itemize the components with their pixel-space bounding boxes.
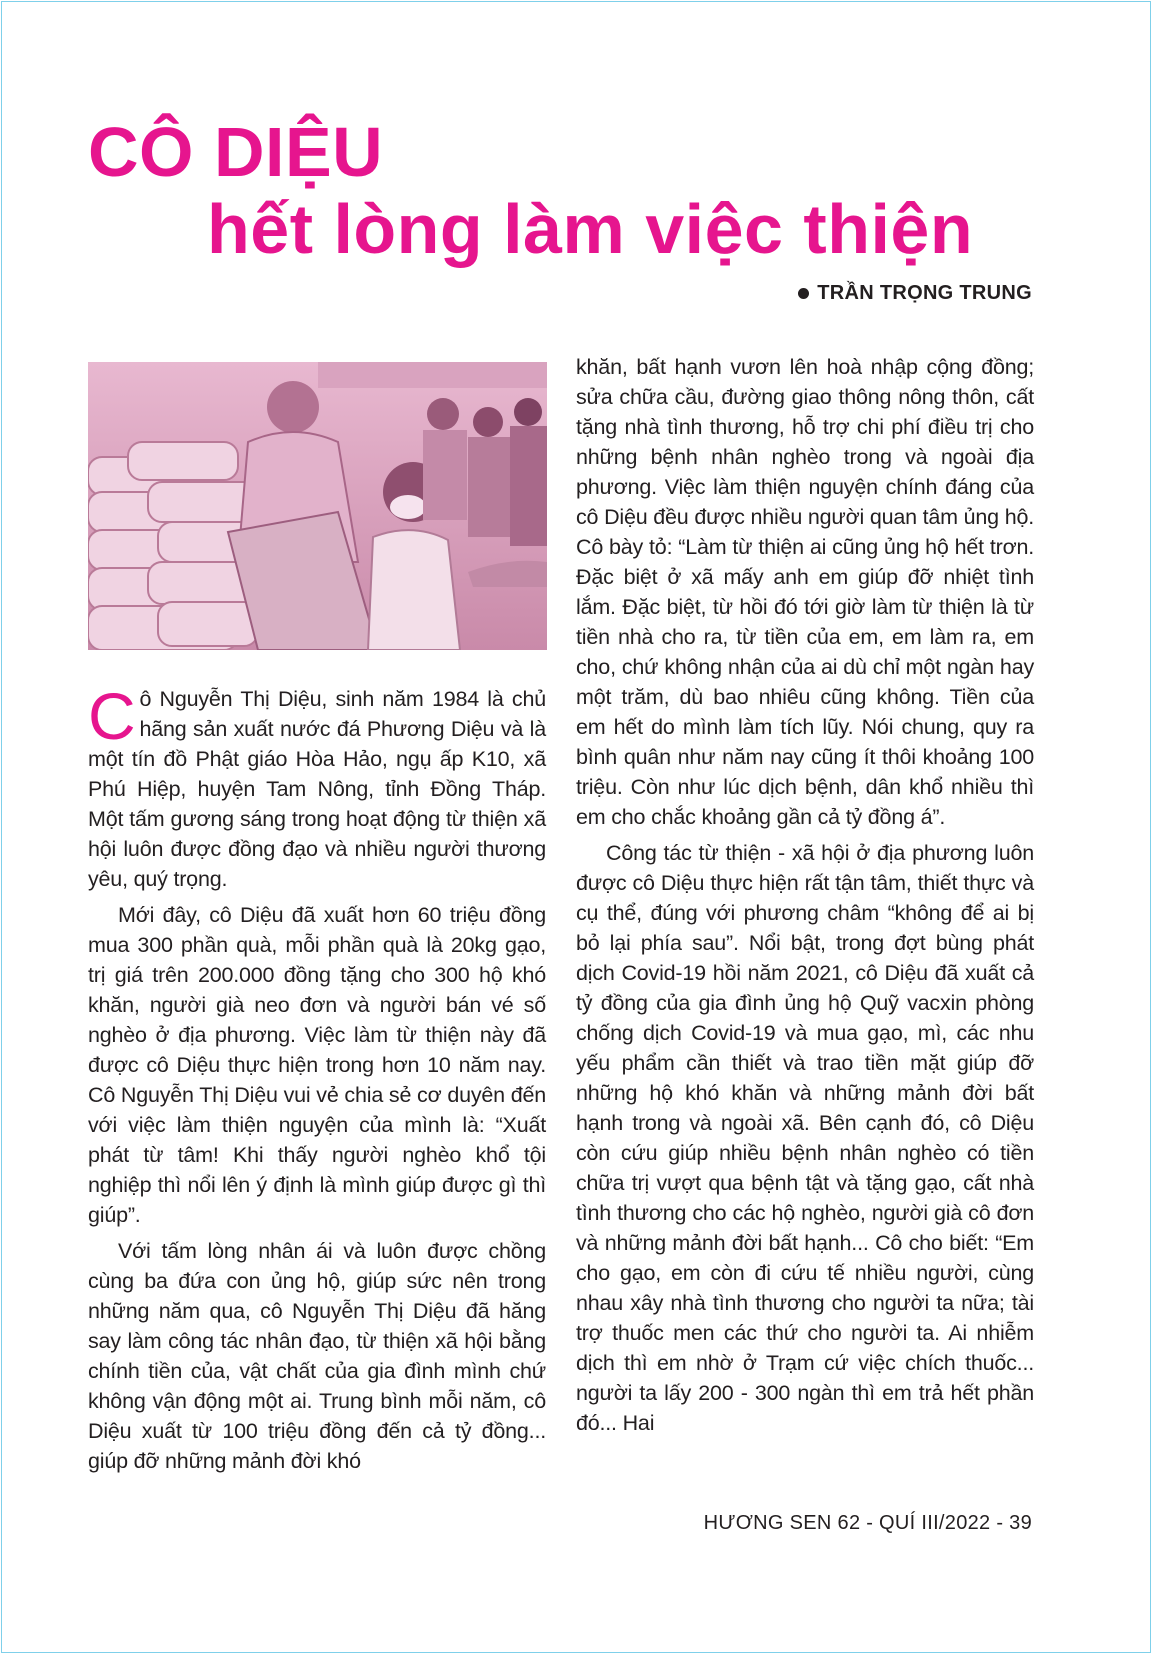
paragraph-3-continued: khăn, bất hạnh vươn lên hoà nhập cộng đồng; sửa chữa cầu, đường giao thông nông thôn, cất tặng nhà tình thương, hỗ trợ chi phí điều trị cho những bệnh nhân nghèo trong và ngoài địa phương. Việc làm thiện nguyện chính đáng của cô Diệu đều được nhiều người quan tâm ủng hộ. Cô bày tỏ: “Làm từ thiện ai cũng ủng hộ hết trơn. Đặc biệt ở xã mấy anh em giúp đỡ nhiệt tình lắm. Đặc biệt, từ hồi đó tới giờ làm từ thiện là từ tiền nhà cho ra, từ tiền của em, em làm ra, em cho, chứ không nhận của ai dù chỉ một ngàn hay một trăm, dù bao nhiêu cũng không. Tiền của em hết do mình làm tích lũy. Nói chung, quy ra bình quân như năm nay cũng ít thôi khoảng 100 triệu. Còn như lúc dịch bệnh, dân khổ nhiều thì em cho chắc khoảng gần cả tỷ đồng á”. bbox=[576, 355, 1034, 829]
article-column-left bbox=[88, 679, 546, 1482]
page-footer: HƯƠNG SEN 62 - QUÍ III/2022 - 39 bbox=[703, 1512, 1032, 1534]
byline bbox=[798, 282, 1032, 305]
article-photo bbox=[88, 362, 547, 650]
author-name: TRẦN TRỌNG TRUNG bbox=[817, 282, 1032, 304]
drop-cap: C bbox=[88, 679, 136, 753]
paragraph-3: Với tấm lòng nhân ái và luôn được chồng cùng ba đứa con ủng hộ, giúp sức nên trong những năm qua, cô Nguyễn Thị Diệu đã hăng say làm công tác nhân đạo, từ thiện xã hội bằng chính tiền của, vật chất của gia đình mình chứ không vận động một ai. Trung bình mỗi năm, cô Diệu xuất từ 100 triệu đồng đến cả tỷ đồng... giúp đỡ những mảnh đời khó bbox=[88, 1239, 546, 1473]
paragraph-4: Công tác từ thiện - xã hội ở địa phương luôn được cô Diệu thực hiện rất tận tâm, thiết thực và cụ thể, đúng với phương châm “không để ai bị bỏ lại phía sau”. Nổi bật, trong đợt bùng phát dịch Covid-19 hồi năm 2021, cô Diệu đã xuất cả tỷ đồng của gia đình ủng hộ Quỹ vacxin phòng chống dịch Covid-19 và mua gạo, mì, các nhu yếu phẩm cần thiết và trao tiền mặt giúp đỡ những hộ khó khăn và những mảnh đời bất hạnh trong và ngoài xã. Bên cạnh đó, cô Diệu còn cứu giúp nhiều bệnh nhân nghèo có tiền chữa trị vượt qua bệnh tật và tặng gạo, cất nhà tình thương cho các hộ nghèo, người già cô đơn và những mảnh đời bất hạnh... Cô cho biết: “Em cho gạo, em còn đi cứu tế nhiều người, cùng nhau xây nhà tình thương cho người ta nữa; tài trợ thuốc men các thứ cho người ta. Ai nhiễm dịch thì em nhờ ở Trạm cứ việc chích thuốc... người ta lấy 200 - 300 ngàn thì em trả hết phần đó... Hai bbox=[576, 841, 1034, 1435]
photo-icon bbox=[88, 362, 547, 650]
article-title-line1: CÔ DIỆU bbox=[88, 113, 384, 191]
paragraph-2: Mới đây, cô Diệu đã xuất hơn 60 triệu đồng mua 300 phần quà, mỗi phần quà là 20kg gạo, trị giá trên 200.000 đồng tặng cho 300 hộ khó khăn, người già neo đơn và người bán vé số nghèo ở địa phương. Việc làm từ thiện này đã được cô Diệu thực hiện trong hơn 10 năm nay. Cô Nguyễn Thị Diệu vui vẻ chia sẻ cơ duyên đến với việc làm thiện nguyện của mình là: “Xuất phát từ tâm! Khi thấy người nghèo khổ tội nghiệp thì nổi lên ý định là mình giúp được gì thì giúp”. bbox=[88, 903, 546, 1227]
bullet-icon bbox=[798, 288, 809, 299]
article-title-line2: hết lòng làm việc thiện bbox=[207, 190, 974, 268]
article-column-right bbox=[576, 352, 1034, 1444]
paragraph-1: Cô Nguyễn Thị Diệu, sinh năm 1984 là chủ hãng sản xuất nước đá Phương Diệu và là một tín đồ Phật giáo Hòa Hảo, ngụ ấp K10, xã Phú Hiệp, huyện Tam Nông, tỉnh Đồng Tháp. Một tấm gương sáng trong hoạt động từ thiện xã hội luôn được đồng đạo và nhiều người thương yêu, quý trọng. bbox=[88, 679, 546, 891]
